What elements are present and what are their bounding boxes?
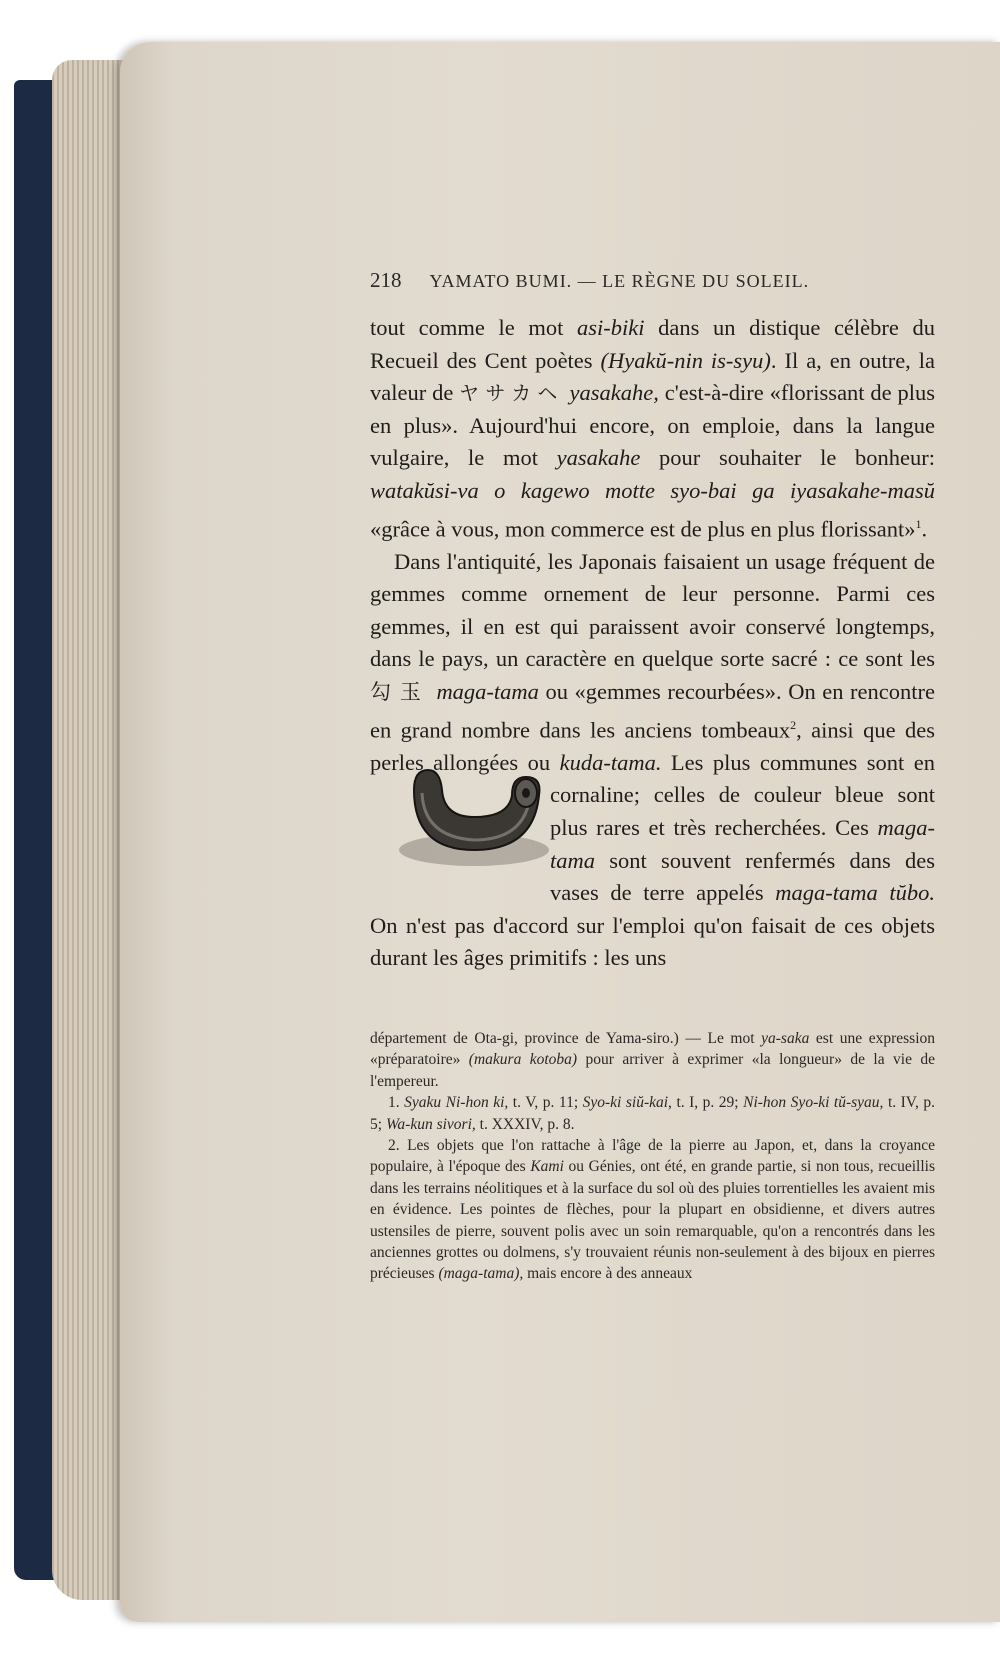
maga-tama-illustration <box>370 755 540 880</box>
footnote-continued: département de Ota-gi, province de Yama-siro.) — Le mot ya-saka est une expression «préparatoire» (makura kotoba) pour arriver à exprimer «la longueur» de la vie de l'empereur. <box>370 1030 936 1090</box>
running-title: YAMATO BUMI. — LE RÈGNE DU SOLEIL. <box>429 271 810 291</box>
body-text <box>370 312 935 975</box>
footnotes <box>370 1028 935 1285</box>
footnote-2: 2. Les objets que l'on rattache à l'âge de la pierre au Japon, et, dans la croyance populaire, à l'époque des Kami ou Génies, ont été, en grande partie, si non tous, recueillis dans les terrains néolitiques et à la surface du sol où des pluies torrentielles les avaient mis en évidence. Les pointes de flèches, pour la plupart en obsidienne, et divers autres ustensiles de pierre, souvent polis avec un soin remarquable, qu'on a rencontrés dans les anciennes grottes ou dolmens, s'y trouvaient réunis non-seulement à des bijoux en pierres précieuses (maga-tama), mais encore à des anneaux <box>370 1137 936 1283</box>
paragraph-1: tout comme le mot asi-biki dans un distique célèbre du Recueil des Cent poètes (Hyakŭ-nin is-syu). Il a, en outre, la valeur de ヤサカヘ yasakahe, c'est-à-dire «florissant de plus en plus». Aujourd'hui encore, on emploie, dans la langue vulgaire, le mot yasakahe pour souhaiter le bonheur: watakŭsi-va o kagewo motte syo-bai ga iyasakahe-masŭ «grâce à vous, mon commerce est de plus en plus florissant»$^1$. <box>370 315 936 542</box>
footnote-1: 1. Syaku Ni-hon ki, t. V, p. 11; Syo-ki siŭ-kai, t. I, p. 29; Ni-hon Syo-ki tŭ-syau, t. IV, p. 5; Wa-kun sivori, t. XXXIV, p. 8. <box>370 1094 935 1133</box>
page-header <box>370 268 935 293</box>
kanji-text: 勾玉 <box>370 680 430 705</box>
page-number: 218 <box>370 268 402 292</box>
paragraph-2: Dans l'antiquité, les Japonais faisaient un usage fréquent de gemmes comme ornement de leur personne. Parmi ces gemmes, il en est qui paraissent avoir conservé longtemps, dans le pays, un caractère en quelque sorte sacré : ce sont les 勾玉 maga-tama ou «gemmes recourbées». On en rencontre en grand nombre dans les anciens tombeaux$^2$, ainsi que des perles allongées ou kuda-tama. Les plus communes sont en cornaline; celles de couleur bleue sont plus rares et très recherchées. Ces maga-tama sont souvent renfermés dans des vases de terre appelés maga-tama tŭbo. On n'est pas d'accord sur l'emploi qu'on faisait de ces objets durant les âges primitifs : les uns <box>370 548 936 971</box>
maga-tama-icon <box>394 755 564 875</box>
katakana-text: ヤサカヘ <box>459 381 564 406</box>
